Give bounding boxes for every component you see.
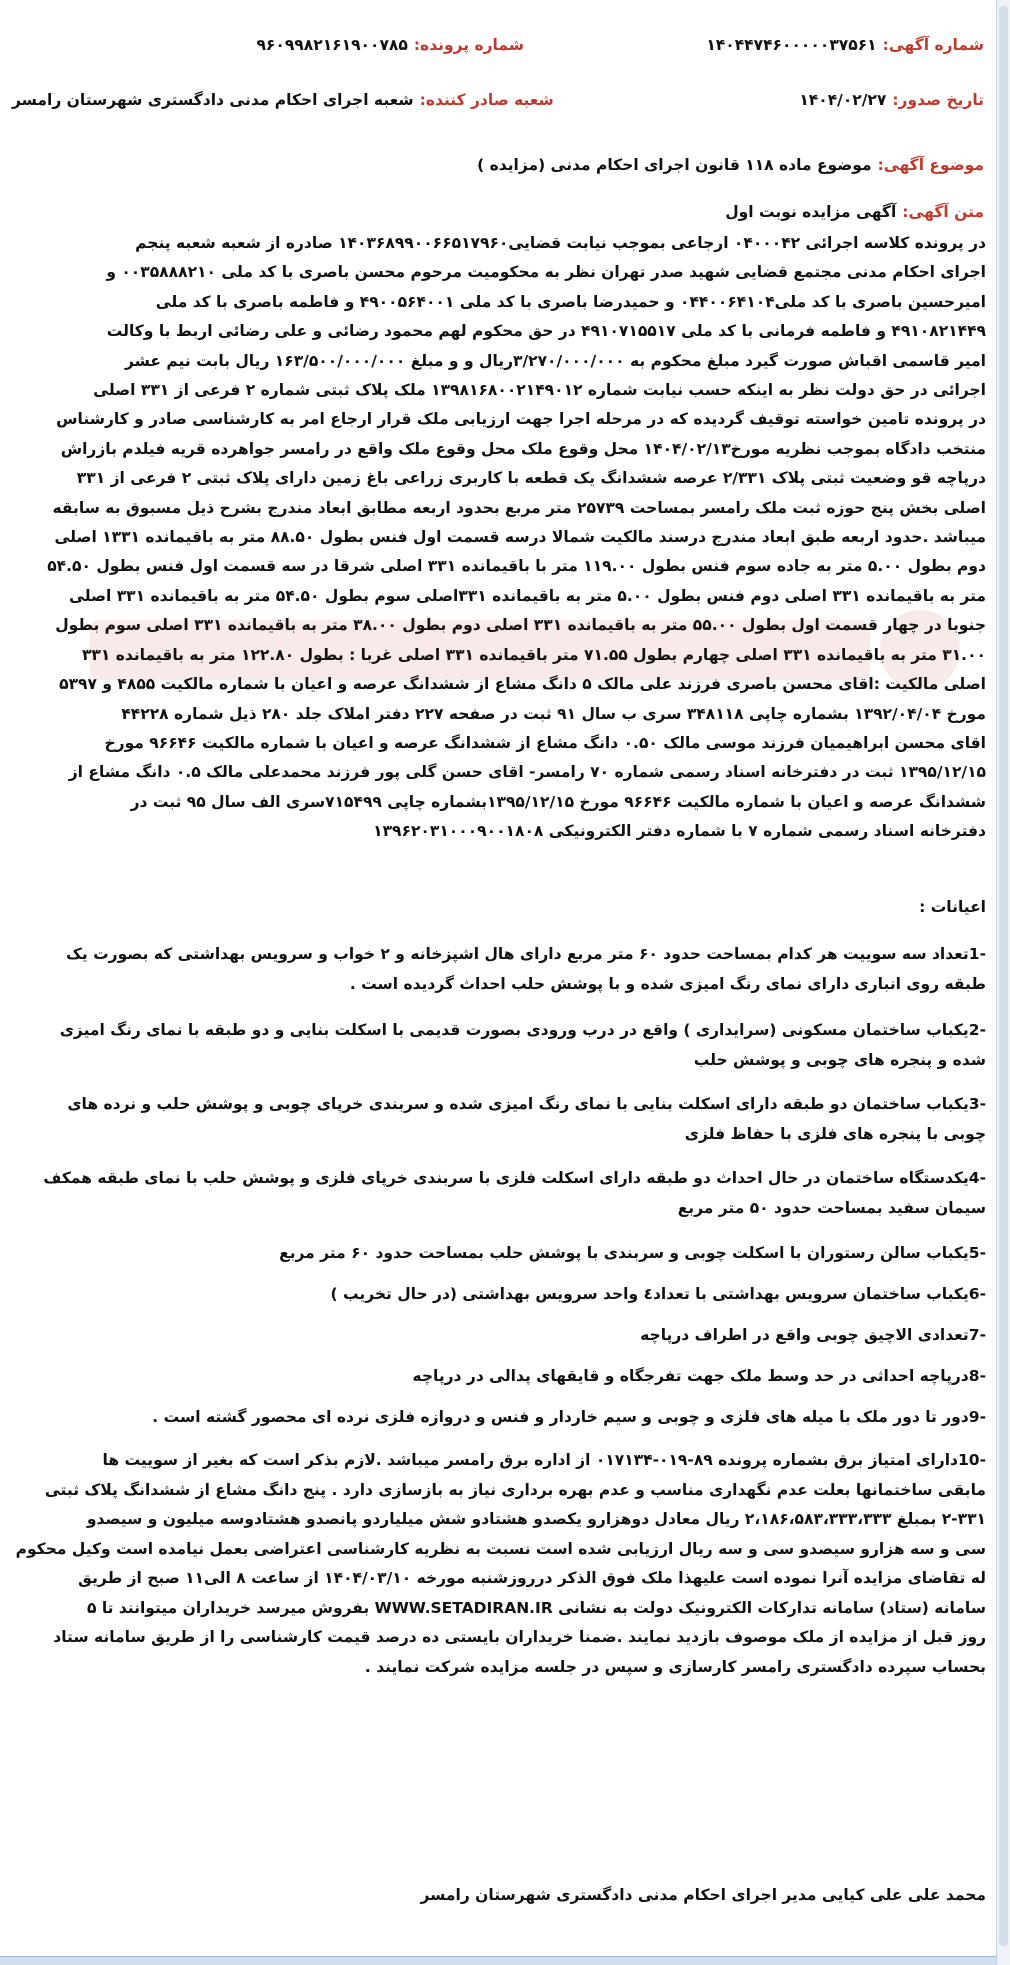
issue-date-value: ۱۴۰۴/۰۲/۲۷ (799, 91, 887, 109)
list-item (10, 1239, 986, 1269)
body-line: میباشد .حدود اربعه طبق ابعاد مندرج درسند مالکیت شمالا درسه قسمت اول فنس بطول ۸۸.۵۰ متر به باقیمانده ۱۳۳۱ اصلی (54, 528, 986, 547)
vertical-scrollbar-thumb[interactable] (999, 6, 1008, 1946)
item-line: -4یکدستگاه ساختمان در حال احداث دو طبقه دارای اسکلت فلزی با سربندی خرپای فلزی و پوشش حلب با نمای طبقه همکف (43, 1169, 986, 1187)
item-line: -5یکباب سالن رستوران با اسکلت چوبی و سربندی با پوشش حلب بمساحت حدود ۶۰ متر مربع (279, 1244, 986, 1262)
body-line: دوم بطول ۵.۰۰ متر به جاده سوم فنس بطول ۱۱۹.۰۰ متر با باقیمانده ۳۳۱ اصلی شرقا در سه قسمت اول فنس بطول ۵۴.۵۰ (47, 557, 986, 576)
body-line: متر به باقیمانده ۳۳۱ اصلی دوم فنس بطول ۵.۰۰ متر به باقیمانده ۳۳۱اصلی سوم بطول ۵۴.۵۰ متر به باقیمانده ۳۳۱ اصلی (69, 586, 986, 605)
notice-text-label: متن آگهی: (902, 203, 984, 221)
item-line: -6یکباب ساختمان سرویس بهداشتی با تعداد٤ واحد سرویس بهداشتی (در حال تخریب ) (330, 1285, 986, 1303)
issuer-value: شعبه اجرای احکام مدنی دادگستری شهرستان رامسر (12, 91, 414, 109)
aayanat-heading: اعیانات : (919, 898, 986, 916)
body-line: ۴۹۱۰۸۲۱۴۴۹ و فاطمه فرمانی با کد ملی ۴۹۱۰۷۱۵۵۱۷ در حق محکوم لهم محمود رضائی و علی رضائی اربط با وکالت (106, 322, 986, 341)
issuer-field (12, 91, 554, 109)
item-line: طبقه روی انباری دارای نمای رنگ امیزی شده و با پوشش حلب احداث گردیده است . (349, 974, 986, 993)
list-item (10, 1403, 986, 1433)
item-line: شده و پنجره های چوبی و پوشش حلب (693, 1050, 986, 1069)
list-item (10, 1362, 986, 1392)
body-line: جنوبا در چهار قسمت اول بطول ۵۵.۰۰ متر به باقیمانده ۳۳۱ اصلی دوم بطول ۳۸.۰۰ متر به باقیمانده ۳۳۱ اصلی سوم بطول (55, 616, 986, 635)
issuer-label: شعبه صادر کننده: (419, 91, 554, 109)
body-line: مورخ ۱۳۹۲/۰۴/۰۴ بشماره چاپی ۳۴۸۱۱۸ سری ب سال ۹۱ ثبت در صفحه ۲۲۷ دفتر املاک جلد ۲۸۰ ذیل شماره ۴۴۲۲۸ (121, 704, 986, 723)
issue-date-field (554, 91, 984, 109)
item-line: سیمان سفید بمساحت حدود ۵۰ متر مربع (677, 1198, 986, 1217)
list-item (10, 1280, 986, 1310)
item-line: سی و سه هزارو سیصدو سی و سه ریال ارزیابی شده است نسبت به نظریه کارشناسی اعتراضی بعمل نیامده است وکیل محکوم (15, 1539, 986, 1558)
list-item (10, 1321, 986, 1351)
header-row-2 (12, 85, 984, 115)
item-line: روز قبل از مزایده از ملک موصوف بازدید نمایند .ضمنا خریداران بایستی ده درصد قیمت کارشناسی را از طریق سامانه ستاد (53, 1628, 986, 1646)
body-line: اصلی بخش پنج حوزه ثبت ملک رامسر بمساحت ۲۵۷۳۹ متر مربع بحدود اربعه مطابق ابعاد مندرج بشرح ذیل مسبوق به سابقه (52, 498, 986, 517)
body-line: ششدانگ عرصه و اعیان با شماره مالکیت ۹۶۶۴۶ مورخ ۱۳۹۵/۱۲/۱۵بشماره چاپی ۷۱۵۴۹۹سری الف سال ۹۵ ثبت در (130, 792, 986, 811)
issue-date-label: تاریخ صدور: (892, 91, 984, 109)
header-row-1 (12, 30, 984, 60)
body-line: اجرای احکام مدنی مجتمع قضایی شهید صدر تهران نظر به محکومیت مرحوم محسن باصری با کد ملی ۰۰۳۵۸۸۸۲۱۰ و (106, 263, 986, 282)
list-item (10, 1164, 986, 1223)
notice-text-value: آگهی مزایده نوبت اول (725, 203, 897, 221)
body-line: درپاچه قو وضعیت ثبتی پلاک ۲/۳۳۱ عرصه ششدانگ یک قطعه با کاربری زراعی باغ زمین دارای پلاک ثبتی ۲ فرعی از ۳۳۱ (76, 469, 986, 488)
notice-text-line (12, 199, 984, 225)
body-line: اجرائی در حق دولت نظر به اینکه حسب نیابت شماره ۱۳۹۸۱۶۸۰۰۲۱۴۹۰۱۲ ملک پلاک ثبتی شماره ۲ فرعی از ۳۳۱ اصلی (93, 381, 986, 400)
body-line: امیرحسین باصری با کد ملی۰۴۴۰۰۶۴۱۰۴ و حمیدرضا باصری با کد ملی ۴۹۰۰۵۶۴۰۰۱ و فاطمه باصری با کد ملی (155, 292, 986, 311)
body-line: منتخب دادگاه بموجب نظریه مورخ۱۴۰۴/۰۲/۱۳ محل وقوع ملک محل وقوع ملک واقع در رامسر جواهرده قریه فیلدم بازراش (60, 439, 986, 458)
item-line: -1تعداد سه سوییت هر کدام بمساحت حدود ۶۰ متر مربع دارای هال اشپزخانه و ۲ خواب و سرویس بهداشتی که بصورت یک (66, 945, 986, 963)
body-paragraph (10, 229, 986, 847)
item-line: -9دور تا دور ملک با میله های فلزی و چوبی و سیم خاردار و فنس و دروازه فلزی نرده ای محصور گشته است . (152, 1408, 986, 1426)
list-item (10, 940, 986, 999)
subject-line (12, 152, 984, 178)
item-line: -3یکباب ساختمان دو طبقه دارای اسکلت بنایی با نمای رنگ امیزی شده و سربندی خرپای چوبی و پوشش حلب و نرده های (67, 1095, 986, 1113)
subject-value: موضوع ماده ۱۱۸ قانون اجرای احکام مدنی (مزایده ) (477, 156, 872, 174)
notice-number-field (524, 36, 984, 54)
case-number-field (12, 36, 524, 54)
case-number-value: ۹۶۰۹۹۸۲۱۶۱۹۰۰۷۸۵ (256, 36, 408, 54)
body-line: در پرونده تامین خواسته توقیف گردیده که در مرحله اجرا جهت ارزیابی ملک قرار ارجاع امر به کارشناسی صادر و کارشناس (56, 410, 986, 429)
item-line: له تقاضای مزایده آنرا نموده است علیهذا ملک فوق الذکر درروزشنبه مورخه ۱۴۰۴/۰۳/۱۰ از ساعت ۸ الی۱۱ صبح از طریق (78, 1569, 986, 1587)
item-line: چوبی با پنجره های فلزی با حفاظ فلزی (684, 1124, 986, 1143)
body-line: در پرونده کلاسه اجرائی ۰۴۰۰۰۴۲ ارجاعی بموجب نیابت قضایی۱۴۰۳۶۸۹۹۰۰۶۶۵۱۷۹۶۰ صادره از شعبه شعبه پنجم (135, 234, 986, 252)
notice-number-label: شماره آگهی: (882, 36, 984, 54)
item-line: -2یکباب ساختمان مسکونی (سرایداری ) واقع در درب ورودی بصورت قدیمی با اسکلت بنایی و دو طبقه با نمای رنگ امیزی (59, 1021, 986, 1039)
body-line: ۱۳۹۵/۱۲/۱۵ ثبت در دفترخانه اسناد رسمی شماره ۷۰ رامسر- اقای حسن گلی پور فرزند محمدعلی مالک ۰.۵ دانگ مشاع از (68, 763, 986, 782)
item-line: -7تعدادی الاچیق چوبی واقع در اطراف درپاچه (640, 1326, 986, 1344)
body-line: اقای محسن ابراهیمیان فرزند موسی مالک ۰.۵۰ دانگ مشاع از ششدانگ عرصه و اعیان با شماره مالکیت ۹۶۶۴۶ مورخ (104, 733, 986, 752)
list-item (10, 1016, 986, 1075)
body-line: امیر قاسمی اقباش صورت گیرد مبلغ محکوم به ۳/۲۷۰/۰۰۰/۰۰۰ریال و و مبلغ ۱۶۳/۵۰۰/۰۰۰/۰۰۰ ریال بابت نیم عشر (125, 351, 986, 370)
notice-number-value: ۱۴۰۴۴۷۴۶۰۰۰۰۰۳۷۵۶۱ (706, 36, 877, 54)
body-line: دفترخانه اسناد رسمی شماره ۷ با شماره دفتر الکترونیکی ۱۳۹۶۲۰۳۱۰۰۰۹۰۰۱۸۰۸ (373, 822, 986, 841)
list-item (10, 1090, 986, 1149)
item-line: -10دارای امتیاز برق بشماره پرونده ۸۹-۰۱۹-۰۱۷۱۳۴ از اداره برق رامسر میباشد .لازم بذکر است که بغیر از سوییت ها (102, 1451, 986, 1469)
case-number-label: شماره پرونده: (413, 36, 524, 54)
item-line: بحساب سپرده دادگستری رامسر کارسازی و سپس در جلسه مزایده شرکت نمایند . (364, 1657, 986, 1676)
item-line: ۲-۳۳۱ بمبلغ ۲،۱۸۶،۵۸۳،۳۳۳،۳۳۳ ریال معادل دوهزارو یکصدو هشتادو شش میلیاردو پانصدو هشتادوسه میلیون و سیصدو (86, 1510, 986, 1528)
horizontal-scrollbar[interactable] (0, 1956, 996, 1965)
list-item (10, 1446, 986, 1682)
body-line: اصلی مالکیت :اقای محسن باصری فرزند علی مالک ۵ دانگ مشاع از ششدانگ عرصه و اعیان با شماره مالکیت ۴۸۵۵ و ۵۳۹۷ (59, 675, 986, 694)
subject-label: موضوع آگهی: (877, 156, 984, 174)
vertical-scrollbar[interactable] (996, 0, 1010, 1965)
signature: محمد علی علی کیایی مدیر اجرای احکام مدنی دادگستری شهرستان رامسر (420, 1886, 986, 1904)
item-line: -8درپاچه احداثی در حد وسط ملک جهت تفرجگاه و قایقهای پدالی در درپاچه (412, 1367, 986, 1385)
item-line: مابقی ساختمانها بعلت عدم نگهداری مناسب و عدم بهره برداری نیاز به بازسازی دارد . پنج دانگ مشاع از ششدانگ پلاک ثبتی (44, 1480, 986, 1499)
item-line: سامانه (ستاد) سامانه تدارکات الکترونیک دولت به نشانی WWW.SETADIRAN.IR بفروش میرسد خریداران میتوانند تا ۵ (86, 1598, 986, 1617)
body-line: ۳۱.۰۰ متر به باقیمانده ۳۳۱ اصلی چهارم بطول ۷۱.۵۵ متر باقیمانده ۳۳۱ اصلی غربا : بطول ۱۲۲.۸۰ متر به باقیمانده ۳۳۱ (81, 645, 986, 664)
